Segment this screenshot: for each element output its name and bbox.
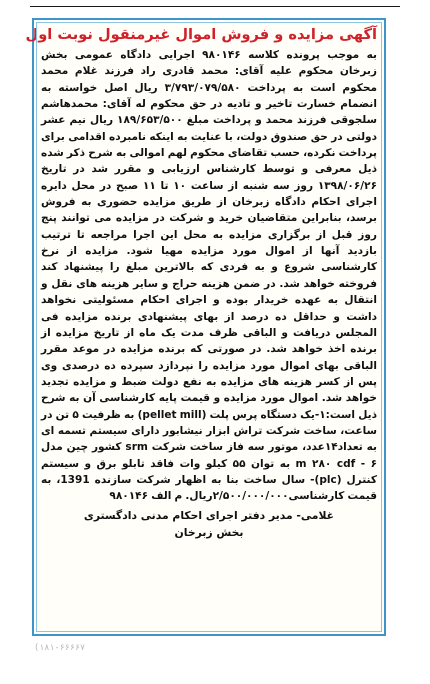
top-rule [30,6,400,7]
notice-body: به موجب پرونده کلاسه ۹۸۰۱۴۶ اجرایی دادگاه عمومی بخش زبرخان محکوم علیه آقای: محمد قادری راد فرزند غلام محمد محکوم است به پرداخت ۳/۷۹۳/۰۷۹/۵۸۰ ریال اصل خواسته به انضمام خسارت تاخیر و تادیه در حق محکوم له آقای: محمدهاشم سلجوقی فرزند محمد و پرداخت مبلغ ۱۸۹/۶۵۳/۵۰۰ ریال نیم عشر دولتی در حق صندوق دولت، با عنایت به اینکه نامبرده اقدامی برای پرداخت نکرده، حسب تقاضای محکوم لهم اموالی به شرح ذکر شده ذیل معرفی و توسط کارشناس ارزیابی و مقرر شد در تاریخ ۱۳۹۸/۰۶/۲۶ روز سه شنبه از ساعت ۱۰ تا ۱۱ صبح در محل دایره اجرای احکام دادگاه زبرخان از طریق مزایده حضوری به فروش برسد، بنابراین متقاضیان خرید و شرکت در مزایده می توانند پنج روز قبل از برگزاری مزایده به محل این اجرا مراجعه تا ترتیب بازدید آنها از اموال مورد مزایده مهیا شود. مزایده از نرخ کارشناسی شروع و به فردی که بالاترین مبلغ را پیشنهاد کند فروخته خواهد شد. در ضمن هزینه حراج و سایر هزینه های نقل و انتقال به عهده خریدار بوده و اجرای احکام مسئولیتی نخواهد داشت و حداقل ده درصد از بهای پیشنهادی برنده مزایده فی المجلس دریافت و الباقی ظرف مدت یک ماه از تاریخ مزایده از برنده اخذ خواهد شد. در صورتی که برنده مزایده در موعد مقرر الباقی بهای اموال مورد مزایده را نپردازد سپرده ده درصدی وی پس از کسر هزینه های مزایده به نفع دولت ضبط و مزایده تجدید خواهد شد. اموال مورد مزایده و قیمت پایه کارشناسی آن به شرح ذیل است:۱-یک دستگاه پرس پلت (pellet mill) به ظرفیت ۵ تن در ساعت، ساخت شرکت تراش ابزار نیشابور دارای سیستم تسمه ای به تعداد۱۴عدد، موتور سه فاز ساخت شرکت srm کشور چین مدل ۶ - m ۲۸۰ cdf به توان ۵۵ کیلو وات فاقد تابلو برق و سیستم کنترل (plc)- سال ساخت بنا به اظهار شرکت سازنده 1391، به قیمت کارشناسی۲/۵۰۰/۰۰۰/۰۰۰ریال. م الف ۹۸۰۱۴۶ [41,49,378,503]
auction-notice-box [25,18,386,636]
notice-signature [41,507,377,541]
reference-code: (۱۸۱-۶۶۶۶۷ [34,643,86,653]
signature-line-2: بخش زبرخان [174,525,244,539]
notice-title: آگهی مزایده و فروش اموال غیرمنقول نوبت اول [25,26,377,43]
signature-line-1: غلامی- مدیر دفتر اجرای احکام مدنی دادگستری [83,508,335,522]
